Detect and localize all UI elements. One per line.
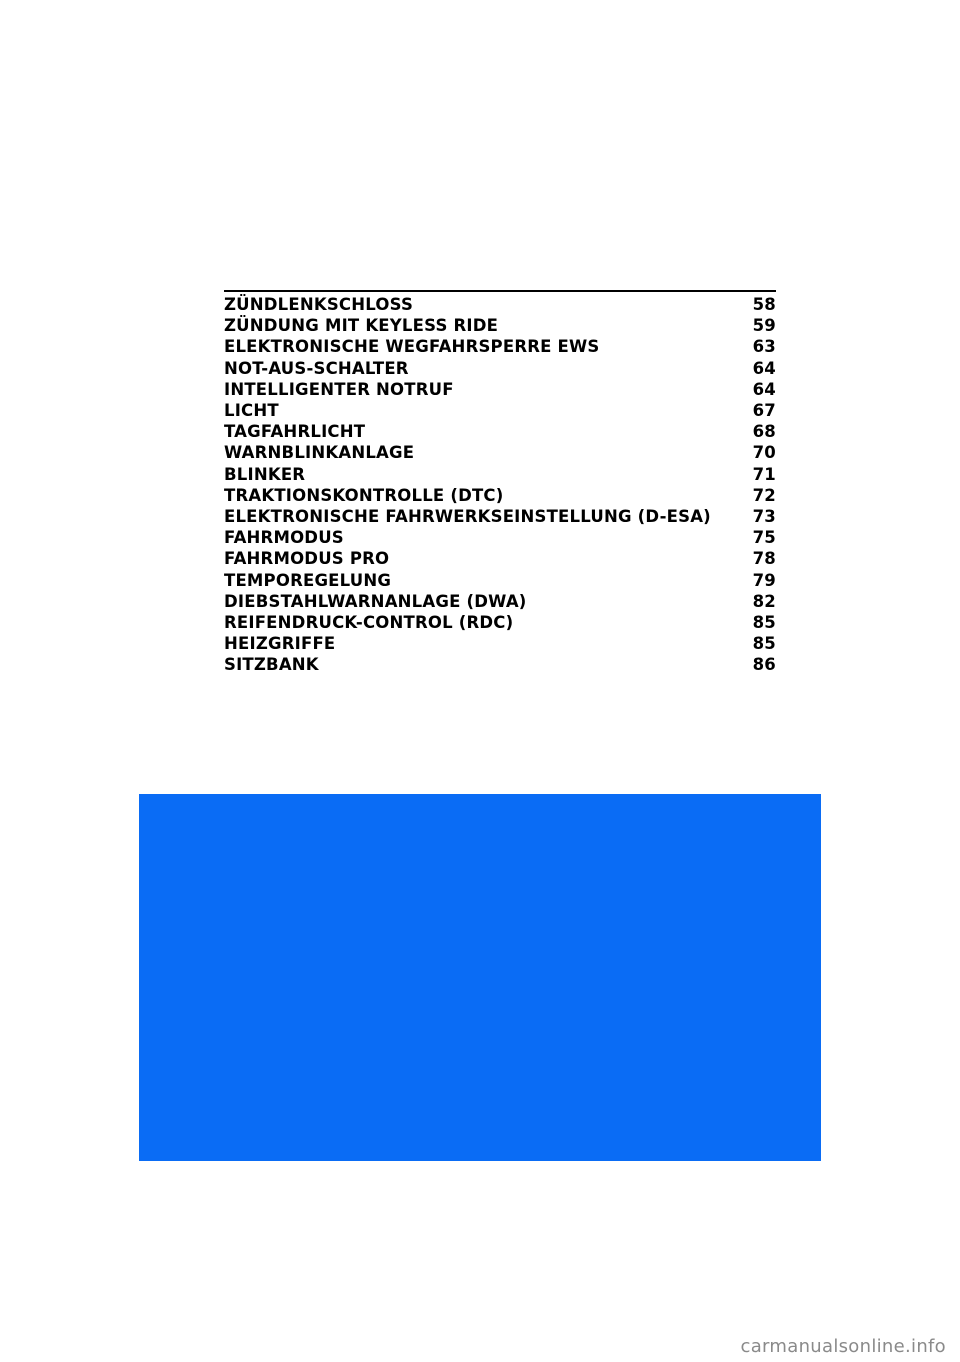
toc-entry-16[interactable] — [224, 612, 776, 633]
toc-entry-page: 72 — [752, 485, 776, 505]
toc-entry-page: 67 — [752, 401, 776, 421]
toc-entry-page: 64 — [752, 379, 776, 399]
toc-entry-10[interactable] — [224, 485, 776, 506]
toc-entry-title: ELEKTRONISCHE WEGFAHRSPERRE EWS — [224, 337, 600, 357]
toc-entry-page: 82 — [752, 591, 776, 611]
watermark: carmanualsonline.info — [740, 1336, 946, 1357]
toc-entry-title: INTELLIGENTER NOTRUF — [224, 379, 454, 399]
toc-entry-page: 64 — [752, 358, 776, 378]
table-of-contents — [224, 290, 776, 675]
toc-entry-title: FAHRMODUS PRO — [224, 549, 390, 569]
toc-entry-3[interactable] — [224, 336, 776, 357]
toc-entry-4[interactable] — [224, 358, 776, 379]
toc-entry-2[interactable] — [224, 315, 776, 336]
toc-entry-title: FAHRMODUS — [224, 528, 344, 548]
toc-entry-page: 78 — [752, 549, 776, 569]
toc-entry-14[interactable] — [224, 569, 776, 590]
toc-entry-title: ZÜNDLENKSCHLOSS — [224, 295, 414, 315]
toc-entry-17[interactable] — [224, 633, 776, 654]
toc-entry-page: 85 — [752, 612, 776, 632]
toc-entry-page: 79 — [752, 570, 776, 590]
toc-entry-title: HEIZGRIFFE — [224, 634, 336, 654]
toc-entry-page: 59 — [752, 316, 776, 336]
toc-entry-page: 58 — [752, 295, 776, 315]
toc-entry-page: 68 — [752, 422, 776, 442]
toc-entry-11[interactable] — [224, 506, 776, 527]
blue-panel — [139, 794, 821, 1161]
toc-entry-title: ELEKTRONISCHE FAHRWERKSEINSTELLUNG (D-ESA) — [224, 506, 711, 526]
toc-entry-9[interactable] — [224, 464, 776, 485]
toc-entry-page: 75 — [752, 528, 776, 548]
toc-entry-title: TEMPOREGELUNG — [224, 570, 392, 590]
toc-entry-12[interactable] — [224, 527, 776, 548]
toc-entry-5[interactable] — [224, 379, 776, 400]
toc-entry-title: REIFENDRUCK-CONTROL (RDC) — [224, 612, 514, 632]
toc-entry-title: TAGFAHRLICHT — [224, 422, 366, 442]
toc-entry-title: TRAKTIONSKONTROLLE (DTC) — [224, 485, 504, 505]
toc-entry-title: WARNBLINKANLAGE — [224, 443, 415, 463]
toc-entry-8[interactable] — [224, 442, 776, 463]
toc-entry-page: 85 — [752, 634, 776, 654]
toc-entry-15[interactable] — [224, 591, 776, 612]
toc-entry-1[interactable] — [224, 294, 776, 315]
toc-entry-6[interactable] — [224, 400, 776, 421]
toc-entry-title: SITZBANK — [224, 655, 319, 675]
toc-entry-7[interactable] — [224, 421, 776, 442]
toc-entry-title: ZÜNDUNG MIT KEYLESS RIDE — [224, 316, 499, 336]
toc-entry-page: 63 — [752, 337, 776, 357]
toc-entry-page: 70 — [752, 443, 776, 463]
toc-entry-title: DIEBSTAHLWARNANLAGE (DWA) — [224, 591, 527, 611]
toc-entry-18[interactable] — [224, 654, 776, 675]
toc-entry-13[interactable] — [224, 548, 776, 569]
toc-entry-page: 86 — [752, 655, 776, 675]
toc-entry-title: LICHT — [224, 401, 279, 421]
toc-entry-title: BLINKER — [224, 464, 306, 484]
toc-entry-page: 73 — [752, 506, 776, 526]
toc-entry-title: NOT-AUS-SCHALTER — [224, 358, 409, 378]
toc-entry-page: 71 — [752, 464, 776, 484]
